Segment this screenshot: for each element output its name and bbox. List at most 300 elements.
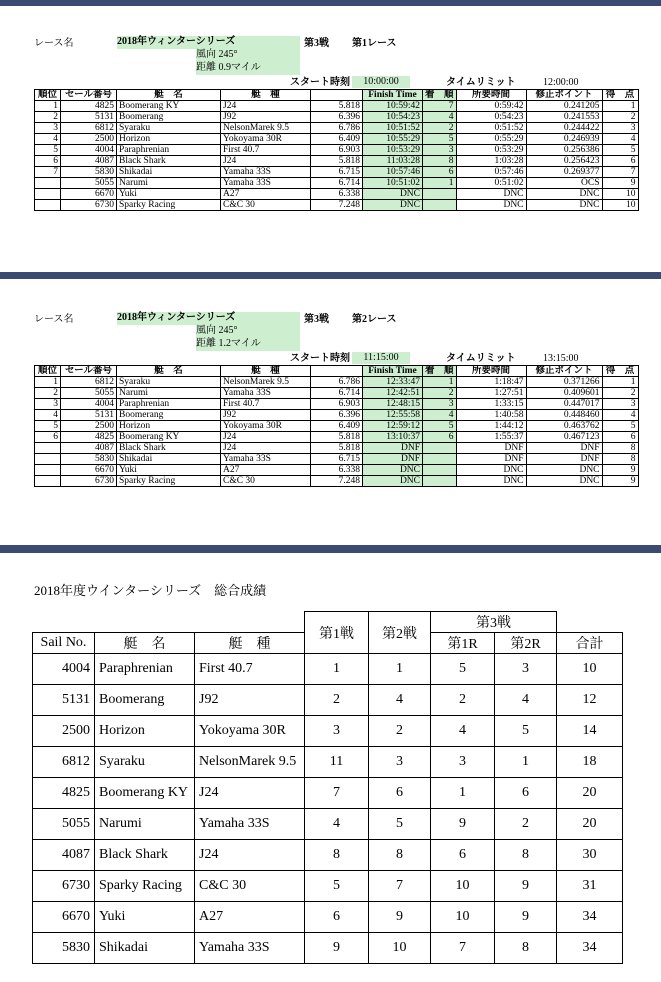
race2-cell-arrival-order [423,454,457,465]
overall-cell-sail-no: 2500 [33,716,95,747]
overall-cell-race3-r2: 3 [495,654,557,685]
race2-limit-label: タイムリミット [446,353,516,364]
table-row [33,871,623,902]
table-row [33,840,623,871]
overall-cell-race3-r2: 4 [495,685,557,716]
table-row [35,167,639,178]
race1-cell-elapsed-time: 0:54:23 [456,112,526,123]
overall-cell-race1: 11 [305,747,369,778]
race1-cell-score: 7 [602,167,638,178]
race1-cell-boat-type: Yamaha 33S [221,178,311,189]
race1-cell-rating: 6.714 [311,178,363,189]
race1-cell-arrival-order: 8 [423,156,457,167]
overall-cell-boat-name: Narumi [95,809,195,840]
overall-header-race2: 第2戦 [369,612,431,654]
overall-cell-sail-no: 6670 [33,902,95,933]
race2-cell-arrival-order: 1 [423,377,457,388]
race1-cell-corrected-point: OCS [526,178,602,189]
overall-cell-race3-r1: 6 [431,840,495,871]
race1-cell-rank: 7 [35,167,61,178]
race2-cell-score: 6 [602,432,638,443]
overall-cell-race3-r1: 7 [431,933,495,964]
race1-cell-finish-time: 10:57:46 [363,167,423,178]
middle-divider-bar [0,272,661,279]
race1-cell-rank [35,178,61,189]
race2-cell-rating: 6.396 [311,410,363,421]
race1-cell-elapsed-time: 0:51:52 [456,123,526,134]
race1-cell-boat-name: Narumi [117,178,221,189]
race2-cell-sail-no: 4825 [61,432,117,443]
overall-header-blank [195,612,305,633]
race1-cell-corrected-point: 0.256423 [526,156,602,167]
race2-cell-arrival-order [423,465,457,476]
race1-race-name-label: レース名 [34,38,74,49]
race1-cell-elapsed-time: 0:59:42 [456,101,526,112]
race2-cell-sail-no: 4004 [61,399,117,410]
race1-start-label: スタート時刻 [290,77,350,88]
race2-cell-arrival-order [423,443,457,454]
race2-cell-corrected-point: 0.447017 [526,399,602,410]
race1-cell-score: 5 [602,145,638,156]
race2-distance: 距離 1.2マイル [196,338,300,351]
overall-cell-sail-no: 5131 [33,685,95,716]
race2-cell-rank: 1 [35,377,61,388]
table-row [33,933,623,964]
race2-cell-sail-no: 5055 [61,388,117,399]
race2-cell-elapsed-time: 1:33:15 [456,399,526,410]
overall-cell-race3-r2: 9 [495,902,557,933]
race2-cell-score: 3 [602,399,638,410]
race2-cell-finish-time: 13:10:37 [363,432,423,443]
race1-distance: 距離 0.9マイル [196,62,300,75]
race2-cell-sail-no: 6670 [61,465,117,476]
overall-cell-race2: 8 [369,840,431,871]
table-row [35,432,639,443]
overall-header-race3: 第3戦 [431,612,557,633]
table-row [35,123,639,134]
race1-cell-elapsed-time: DNC [456,200,526,211]
overall-cell-race1: 9 [305,933,369,964]
overall-cell-boat-type: First 40.7 [195,654,305,685]
overall-header-name: 艇 名 [95,633,195,654]
table-row [35,454,639,465]
race1-header-corrected-point: 修正ポイント [526,90,602,101]
race2-cell-rating: 6.715 [311,454,363,465]
race2-cell-boat-type: Yamaha 33S [221,454,311,465]
race2-cell-arrival-order: 4 [423,410,457,421]
overall-cell-race1: 2 [305,685,369,716]
overall-cell-race3-r2: 8 [495,933,557,964]
race1-header-sail-no: セール番号 [61,90,117,101]
race1-cell-score: 1 [602,101,638,112]
race2-cell-sail-no: 6730 [61,476,117,487]
race2-cell-boat-name: Shikadai [117,454,221,465]
race2-cell-score: 2 [602,388,638,399]
race2-cell-corrected-point: DNF [526,454,602,465]
race1-cell-rank: 3 [35,123,61,134]
race2-cell-arrival-order: 6 [423,432,457,443]
race1-cell-elapsed-time: 0:51:02 [456,178,526,189]
overall-cell-total: 30 [557,840,623,871]
overall-cell-sail-no: 4087 [33,840,95,871]
race1-cell-elapsed-time: 0:55:29 [456,134,526,145]
overall-cell-race1: 1 [305,654,369,685]
race1-cell-boat-type: First 40.7 [221,145,311,156]
race1-header-boat-name: 艇 名 [117,90,221,101]
race1-cell-finish-time: 11:03:28 [363,156,423,167]
race2-cell-boat-name: Horizon [117,421,221,432]
table-row [33,654,623,685]
race1-cell-sail-no: 6812 [61,123,117,134]
race1-cell-arrival-order: 2 [423,123,457,134]
table-row [35,377,639,388]
race2-cell-rank: 6 [35,432,61,443]
race1-cell-boat-type: J24 [221,156,311,167]
overall-cell-race1: 4 [305,809,369,840]
race2-cell-elapsed-time: 1:40:58 [456,410,526,421]
overall-title: 2018年度ウインターシリーズ 総合成績 [34,583,267,598]
race2-cell-arrival-order [423,476,457,487]
race1-cell-arrival-order [423,200,457,211]
race1-cell-finish-time: 10:55:29 [363,134,423,145]
table-row [35,112,639,123]
race2-header-rank: 順位 [35,366,61,377]
race1-header-arrival-order: 着 順 [423,90,457,101]
overall-cell-boat-name: Boomerang [95,685,195,716]
race2-cell-rating: 6.903 [311,399,363,410]
overall-cell-boat-name: Syaraku [95,747,195,778]
race2-cell-rating: 6.409 [311,421,363,432]
race2-cell-rating: 7.248 [311,476,363,487]
race1-cell-rank: 2 [35,112,61,123]
race1-cell-elapsed-time: 1:03:28 [456,156,526,167]
overall-cell-total: 34 [557,902,623,933]
race2-cell-corrected-point: 0.448460 [526,410,602,421]
race1-cell-score: 10 [602,200,638,211]
race2-cell-sail-no: 6812 [61,377,117,388]
overall-cell-race2: 4 [369,685,431,716]
table-row [35,410,639,421]
race1-cell-boat-name: Syaraku [117,123,221,134]
race1-cell-finish-time: 10:51:52 [363,123,423,134]
race1-cell-finish-time: DNC [363,200,423,211]
overall-header-type: 艇 種 [195,633,305,654]
race1-cell-rating: 6.715 [311,167,363,178]
race2-start-label: スタート時刻 [290,353,350,364]
race2-race-no: 第2レース [352,314,397,325]
race2-cell-sail-no: 4087 [61,443,117,454]
race2-cell-boat-name: Syaraku [117,377,221,388]
race2-cell-sail-no: 5830 [61,454,117,465]
overall-cell-race1: 8 [305,840,369,871]
race2-cell-boat-type: C&C 30 [221,476,311,487]
table-row [35,399,639,410]
race1-cell-arrival-order: 6 [423,167,457,178]
overall-cell-race3-r1: 5 [431,654,495,685]
race1-header-score: 得 点 [602,90,638,101]
race2-start-time: 11:15:00 [352,352,410,364]
race1-series-name: 2018年ウィンターシリーズ [117,36,300,49]
overall-header-blank [557,612,623,633]
table-row [35,145,639,156]
race2-cell-rank: 4 [35,410,61,421]
race1-cell-sail-no: 6670 [61,189,117,200]
race1-header-rank: 順位 [35,90,61,101]
race1-cell-corrected-point: 0.246939 [526,134,602,145]
race2-cell-corrected-point: 0.409601 [526,388,602,399]
race2-header-rating [311,366,363,377]
table-row [35,189,639,200]
race2-cell-elapsed-time: 1:18:47 [456,377,526,388]
overall-cell-race1: 5 [305,871,369,902]
race1-cell-rating: 6.903 [311,145,363,156]
race2-cell-boat-type: J24 [221,443,311,454]
race2-cell-score: 8 [602,454,638,465]
race1-cell-rating: 6.396 [311,112,363,123]
overall-cell-boat-name: Horizon [95,716,195,747]
race2-cell-boat-name: Black Shark [117,443,221,454]
race2-cell-finish-time: 12:33:47 [363,377,423,388]
overall-cell-sail-no: 6812 [33,747,95,778]
race2-cell-rating: 6.786 [311,377,363,388]
race1-cell-boat-type: J92 [221,112,311,123]
table-row [33,716,623,747]
race2-cell-rating: 6.714 [311,388,363,399]
table-row [35,443,639,454]
race2-cell-elapsed-time: 1:44:12 [456,421,526,432]
race2-cell-rank [35,454,61,465]
race1-cell-arrival-order [423,189,457,200]
race2-header-corrected-point: 修正ポイント [526,366,602,377]
race2-cell-score: 9 [602,465,638,476]
overall-cell-total: 12 [557,685,623,716]
race2-header-boat-type: 艇 種 [221,366,311,377]
race2-cell-elapsed-time: DNC [456,465,526,476]
overall-cell-boat-name: Paraphrenian [95,654,195,685]
race1-limit-label: タイムリミット [446,77,516,88]
overall-cell-race2: 6 [369,778,431,809]
overall-cell-race3-r2: 5 [495,716,557,747]
table-row [35,134,639,145]
overall-cell-boat-type: C&C 30 [195,871,305,902]
race1-cell-boat-type: C&C 30 [221,200,311,211]
race1-cell-finish-time: DNC [363,189,423,200]
race1-cell-finish-time: 10:59:42 [363,101,423,112]
overall-standings-table [32,611,623,964]
overall-cell-race2: 7 [369,871,431,902]
table-row [33,778,623,809]
overall-cell-race2: 2 [369,716,431,747]
race2-cell-boat-name: Paraphrenian [117,399,221,410]
overall-header-race3-r2: 第2R [495,633,557,654]
table-row [35,388,639,399]
race1-cell-corrected-point: 0.244422 [526,123,602,134]
race1-cell-boat-type: A27 [221,189,311,200]
race2-wind: 風向 245° [196,325,300,338]
race2-cell-boat-name: Narumi [117,388,221,399]
race1-cell-sail-no: 6730 [61,200,117,211]
overall-cell-race1: 7 [305,778,369,809]
table-row [35,101,639,112]
table-row [35,476,639,487]
race2-cell-score: 4 [602,410,638,421]
table-row [33,902,623,933]
race2-cell-boat-type: J92 [221,410,311,421]
race1-cell-score: 4 [602,134,638,145]
overall-cell-race2: 5 [369,809,431,840]
bottom-divider-bar [0,545,661,553]
table-row [33,747,623,778]
overall-cell-sail-no: 5055 [33,809,95,840]
overall-cell-boat-type: J24 [195,778,305,809]
table-row [35,178,639,189]
overall-header-blank [33,612,95,633]
race2-series-name: 2018年ウィンターシリーズ [117,312,300,325]
race2-header-score: 得 点 [602,366,638,377]
race1-cell-boat-type: J24 [221,101,311,112]
race1-cell-arrival-order: 1 [423,178,457,189]
race1-cell-arrival-order: 3 [423,145,457,156]
race1-header-boat-type: 艇 種 [221,90,311,101]
race1-cell-finish-time: 10:51:02 [363,178,423,189]
race2-cell-score: 5 [602,421,638,432]
race1-cell-boat-name: Horizon [117,134,221,145]
race1-header-elapsed-time: 所要時間 [456,90,526,101]
race2-cell-elapsed-time: 1:27:51 [456,388,526,399]
race2-limit-time: 13:15:00 [543,353,579,364]
race1-results-table [34,89,639,211]
race2-cell-boat-type: A27 [221,465,311,476]
race2-cell-boat-type: NelsonMarek 9.5 [221,377,311,388]
overall-cell-race2: 1 [369,654,431,685]
overall-cell-race2: 9 [369,902,431,933]
race2-cell-rating: 5.818 [311,443,363,454]
race1-round: 第3戦 [304,38,329,49]
race1-cell-sail-no: 2500 [61,134,117,145]
race1-cell-sail-no: 5830 [61,167,117,178]
overall-cell-sail-no: 5830 [33,933,95,964]
race2-cell-boat-name: Boomerang [117,410,221,421]
overall-cell-race3-r2: 8 [495,840,557,871]
overall-cell-total: 20 [557,809,623,840]
race2-cell-boat-type: Yamaha 33S [221,388,311,399]
race1-cell-boat-name: Paraphrenian [117,145,221,156]
race1-cell-corrected-point: 0.256386 [526,145,602,156]
overall-cell-race3-r2: 9 [495,871,557,902]
race2-cell-score: 1 [602,377,638,388]
race1-cell-corrected-point: DNC [526,200,602,211]
race1-cell-sail-no: 4004 [61,145,117,156]
race2-cell-finish-time: DNF [363,454,423,465]
race1-cell-corrected-point: DNC [526,189,602,200]
race1-cell-arrival-order: 5 [423,134,457,145]
race2-cell-corrected-point: 0.371266 [526,377,602,388]
race2-cell-rating: 6.338 [311,465,363,476]
overall-cell-boat-name: Boomerang KY [95,778,195,809]
overall-cell-race3-r1: 9 [431,809,495,840]
overall-cell-boat-type: NelsonMarek 9.5 [195,747,305,778]
overall-header-race3-r1: 第1R [431,633,495,654]
table-row [35,421,639,432]
race2-cell-rank: 5 [35,421,61,432]
race1-cell-rank [35,200,61,211]
race2-cell-boat-name: Boomerang KY [117,432,221,443]
overall-cell-boat-name: Sparky Racing [95,871,195,902]
race2-header-sail-no: セール番号 [61,366,117,377]
race1-cell-rating: 5.818 [311,156,363,167]
race2-cell-elapsed-time: DNF [456,443,526,454]
race1-limit-time: 12:00:00 [543,77,579,88]
overall-cell-boat-type: Yamaha 33S [195,809,305,840]
table-row [33,685,623,716]
race1-cell-boat-type: Yamaha 33S [221,167,311,178]
race2-cell-boat-type: Yokoyama 30R [221,421,311,432]
race2-race-name-label: レース名 [34,314,74,325]
race2-cell-corrected-point: DNC [526,465,602,476]
overall-cell-race3-r1: 10 [431,902,495,933]
overall-cell-sail-no: 4004 [33,654,95,685]
table-row [35,200,639,211]
race1-cell-elapsed-time: 0:53:29 [456,145,526,156]
race1-cell-arrival-order: 4 [423,112,457,123]
race2-cell-arrival-order: 2 [423,388,457,399]
overall-cell-race1: 6 [305,902,369,933]
race1-cell-corrected-point: 0.241553 [526,112,602,123]
overall-cell-boat-name: Black Shark [95,840,195,871]
overall-cell-race3-r2: 2 [495,809,557,840]
overall-cell-boat-name: Yuki [95,902,195,933]
race1-cell-score: 2 [602,112,638,123]
race2-cell-rank: 2 [35,388,61,399]
race2-cell-boat-name: Sparky Racing [117,476,221,487]
race2-header-boat-name: 艇 名 [117,366,221,377]
overall-cell-race3-r1: 4 [431,716,495,747]
race2-cell-boat-type: First 40.7 [221,399,311,410]
race1-cell-rating: 6.338 [311,189,363,200]
race1-cell-rank [35,189,61,200]
overall-cell-boat-type: J24 [195,840,305,871]
race2-cell-rank: 3 [35,399,61,410]
race2-round: 第3戦 [304,314,329,325]
race1-cell-boat-name: Boomerang [117,112,221,123]
race2-cell-corrected-point: DNC [526,476,602,487]
race2-cell-boat-type: J24 [221,432,311,443]
overall-cell-total: 34 [557,933,623,964]
race1-cell-score: 10 [602,189,638,200]
overall-header-race1: 第1戦 [305,612,369,654]
race1-cell-rating: 5.818 [311,101,363,112]
race1-cell-elapsed-time: 0:57:46 [456,167,526,178]
race1-cell-finish-time: 10:54:23 [363,112,423,123]
race2-cell-elapsed-time: DNC [456,476,526,487]
overall-cell-total: 18 [557,747,623,778]
race1-cell-boat-name: Yuki [117,189,221,200]
overall-cell-sail-no: 6730 [33,871,95,902]
table-row [33,809,623,840]
race2-results-table [34,365,639,487]
race1-cell-rank: 4 [35,134,61,145]
overall-cell-boat-type: J92 [195,685,305,716]
race1-cell-elapsed-time: DNC [456,189,526,200]
overall-cell-total: 10 [557,654,623,685]
race2-cell-score: 9 [602,476,638,487]
table-row [35,465,639,476]
race2-cell-elapsed-time: DNF [456,454,526,465]
race1-cell-rating: 6.409 [311,134,363,145]
race2-cell-finish-time: 12:59:12 [363,421,423,432]
race2-cell-elapsed-time: 1:55:37 [456,432,526,443]
race1-header-finish-time: Finish Time [363,90,423,101]
